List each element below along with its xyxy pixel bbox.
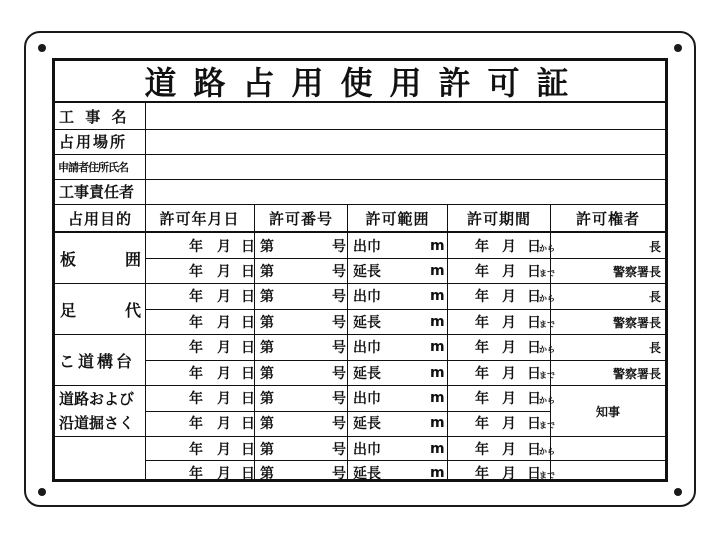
period-month-label: 月 xyxy=(502,442,516,458)
label-applicant-address-name: 申請者住所氏名 xyxy=(58,160,128,174)
period-year-label: 年 xyxy=(475,366,489,382)
date-month-label: 月 xyxy=(217,391,231,407)
date-year-label: 年 xyxy=(189,366,203,382)
authority-deck-top: 長 xyxy=(648,341,661,355)
period-from-suffix: から xyxy=(539,294,555,303)
period-until-suffix: まで xyxy=(539,320,555,329)
period-month-label: 月 xyxy=(502,315,516,331)
range-label: 延長 xyxy=(353,466,381,482)
range-meter: m xyxy=(430,465,445,481)
range-meter: m xyxy=(430,390,445,406)
permit-number-dai: 第 xyxy=(260,239,274,255)
date-day-label: 日 xyxy=(241,239,255,255)
purpose-road-excavation-line2: 沿道掘さく xyxy=(59,413,135,432)
permit-number-go: 号 xyxy=(332,239,346,255)
period-day-label: 日 xyxy=(527,416,541,432)
range-label: 延長 xyxy=(353,264,381,280)
permit-number-dai: 第 xyxy=(260,416,274,432)
period-day-label: 日 xyxy=(527,442,541,458)
range-label: 出巾 xyxy=(353,442,381,458)
grid-line xyxy=(55,154,665,155)
permit-number-dai: 第 xyxy=(260,366,274,382)
date-year-label: 年 xyxy=(189,315,203,331)
period-until-suffix: まで xyxy=(539,471,555,480)
permit-number-go: 号 xyxy=(332,315,346,331)
permit-number-go: 号 xyxy=(332,442,346,458)
header-permit-range: 許可範囲 xyxy=(365,210,430,228)
mounting-hole-bottom-right xyxy=(674,488,682,496)
grid-line xyxy=(55,204,665,205)
date-year-label: 年 xyxy=(189,264,203,280)
period-month-label: 月 xyxy=(502,466,516,482)
permit-number-go: 号 xyxy=(332,340,346,356)
period-month-label: 月 xyxy=(502,391,516,407)
authority-scaffold-bottom: 警察署長 xyxy=(612,315,661,330)
range-meter: m xyxy=(430,339,445,355)
purpose-road-excavation-line1: 道路および xyxy=(59,389,135,408)
grid-line xyxy=(145,411,551,412)
period-year-label: 年 xyxy=(475,289,489,305)
grid-line xyxy=(145,360,551,361)
period-year-label: 年 xyxy=(475,239,489,255)
range-meter: m xyxy=(430,263,445,279)
range-meter: m xyxy=(430,365,445,381)
range-meter: m xyxy=(430,288,445,304)
authority-hoarding-bottom: 警察署長 xyxy=(612,264,661,279)
period-day-label: 日 xyxy=(527,391,541,407)
period-day-label: 日 xyxy=(527,264,541,280)
grid-line xyxy=(551,258,665,259)
form-title: 道路占用使用許可証 xyxy=(55,61,665,103)
period-day-label: 日 xyxy=(527,340,541,356)
date-month-label: 月 xyxy=(217,264,231,280)
period-day-label: 日 xyxy=(527,466,541,482)
period-year-label: 年 xyxy=(475,264,489,280)
purpose-deck-structure: こ道構台 xyxy=(59,351,136,371)
permit-number-dai: 第 xyxy=(260,264,274,280)
period-day-label: 日 xyxy=(527,366,541,382)
period-year-label: 年 xyxy=(475,315,489,331)
grid-line xyxy=(145,309,551,310)
date-month-label: 月 xyxy=(217,466,231,482)
range-label: 延長 xyxy=(353,366,381,382)
period-until-suffix: まで xyxy=(539,269,555,278)
permit-number-dai: 第 xyxy=(260,289,274,305)
date-day-label: 日 xyxy=(241,442,255,458)
range-meter: m xyxy=(430,441,445,457)
date-month-label: 月 xyxy=(217,239,231,255)
period-month-label: 月 xyxy=(502,289,516,305)
permit-number-go: 号 xyxy=(332,289,346,305)
date-day-label: 日 xyxy=(241,315,255,331)
purpose-scaffold-a: 足 xyxy=(60,300,77,320)
period-year-label: 年 xyxy=(475,416,489,432)
permit-number-go: 号 xyxy=(332,366,346,382)
header-permit-number: 許可番号 xyxy=(268,210,333,228)
authority-hoarding-top: 長 xyxy=(648,239,661,254)
grid-line xyxy=(347,204,348,481)
authority-scaffold-top: 長 xyxy=(648,290,661,304)
period-month-label: 月 xyxy=(502,264,516,280)
permit-number-go: 号 xyxy=(332,416,346,432)
period-month-label: 月 xyxy=(502,239,516,255)
mounting-hole-bottom-left xyxy=(38,488,46,496)
date-year-label: 年 xyxy=(189,340,203,356)
period-month-label: 月 xyxy=(502,366,516,382)
period-day-label: 日 xyxy=(527,315,541,331)
range-label: 出巾 xyxy=(353,239,381,255)
label-site-manager: 工事責任者 xyxy=(59,183,135,201)
date-month-label: 月 xyxy=(217,315,231,331)
grid-line xyxy=(55,129,665,130)
date-year-label: 年 xyxy=(189,442,203,458)
date-month-label: 月 xyxy=(217,366,231,382)
permit-number-go: 号 xyxy=(332,264,346,280)
grid-line xyxy=(145,258,551,259)
date-month-label: 月 xyxy=(217,442,231,458)
mounting-hole-top-right xyxy=(674,44,682,52)
range-label: 出巾 xyxy=(353,391,381,407)
date-day-label: 日 xyxy=(241,391,255,407)
date-day-label: 日 xyxy=(241,340,255,356)
date-year-label: 年 xyxy=(189,466,203,482)
date-month-label: 月 xyxy=(217,340,231,356)
period-until-suffix: まで xyxy=(539,421,555,430)
range-label: 出巾 xyxy=(353,340,381,356)
permit-number-dai: 第 xyxy=(260,442,274,458)
period-year-label: 年 xyxy=(475,340,489,356)
period-year-label: 年 xyxy=(475,466,489,482)
grid-line xyxy=(55,179,665,180)
period-year-label: 年 xyxy=(475,442,489,458)
purpose-scaffold-b: 代 xyxy=(125,300,142,320)
grid-line xyxy=(551,360,665,361)
label-construction-name: 工 事 名 xyxy=(59,108,130,126)
mounting-hole-top-left xyxy=(38,44,46,52)
permit-number-dai: 第 xyxy=(260,466,274,482)
header-permit-authority: 許可権者 xyxy=(575,210,640,228)
grid-line xyxy=(551,460,665,461)
permit-number-go: 号 xyxy=(332,391,346,407)
authority-governor: 知事 xyxy=(595,404,620,419)
label-occupancy-location: 占用場所 xyxy=(59,133,128,151)
date-month-label: 月 xyxy=(217,289,231,305)
date-year-label: 年 xyxy=(189,289,203,305)
header-occupancy-purpose: 占用目的 xyxy=(67,210,132,228)
purpose-hoarding-a: 板 xyxy=(60,250,77,269)
date-year-label: 年 xyxy=(189,239,203,255)
range-meter: m xyxy=(430,415,445,431)
period-year-label: 年 xyxy=(475,391,489,407)
authority-deck-bottom: 警察署長 xyxy=(612,366,661,381)
permit-form xyxy=(52,58,668,482)
date-day-label: 日 xyxy=(241,264,255,280)
range-label: 出巾 xyxy=(353,289,381,305)
grid-line xyxy=(551,309,665,310)
period-day-label: 日 xyxy=(527,239,541,255)
date-day-label: 日 xyxy=(241,416,255,432)
period-month-label: 月 xyxy=(502,340,516,356)
purpose-hoarding-b: 囲 xyxy=(125,250,142,269)
range-label: 延長 xyxy=(353,416,381,432)
grid-line xyxy=(55,231,665,233)
period-day-label: 日 xyxy=(527,289,541,305)
permit-number-go: 号 xyxy=(332,466,346,482)
range-meter: m xyxy=(430,314,445,330)
header-permit-date: 許可年月日 xyxy=(159,210,240,228)
period-from-suffix: から xyxy=(539,447,555,456)
date-month-label: 月 xyxy=(217,416,231,432)
permit-number-dai: 第 xyxy=(260,340,274,356)
date-year-label: 年 xyxy=(189,391,203,407)
period-from-suffix: から xyxy=(539,396,555,405)
grid-line xyxy=(145,103,146,481)
period-from-suffix: から xyxy=(539,345,555,354)
period-until-suffix: まで xyxy=(539,371,555,380)
permit-number-dai: 第 xyxy=(260,391,274,407)
date-day-label: 日 xyxy=(241,366,255,382)
grid-line xyxy=(145,460,551,461)
date-day-label: 日 xyxy=(241,466,255,482)
range-meter: m xyxy=(430,238,445,254)
date-day-label: 日 xyxy=(241,289,255,305)
date-year-label: 年 xyxy=(189,416,203,432)
permit-number-dai: 第 xyxy=(260,315,274,331)
period-month-label: 月 xyxy=(502,416,516,432)
grid-line xyxy=(447,204,448,481)
period-from-suffix: から xyxy=(539,244,555,253)
header-permit-period: 許可期間 xyxy=(466,210,531,228)
range-label: 延長 xyxy=(353,315,381,331)
